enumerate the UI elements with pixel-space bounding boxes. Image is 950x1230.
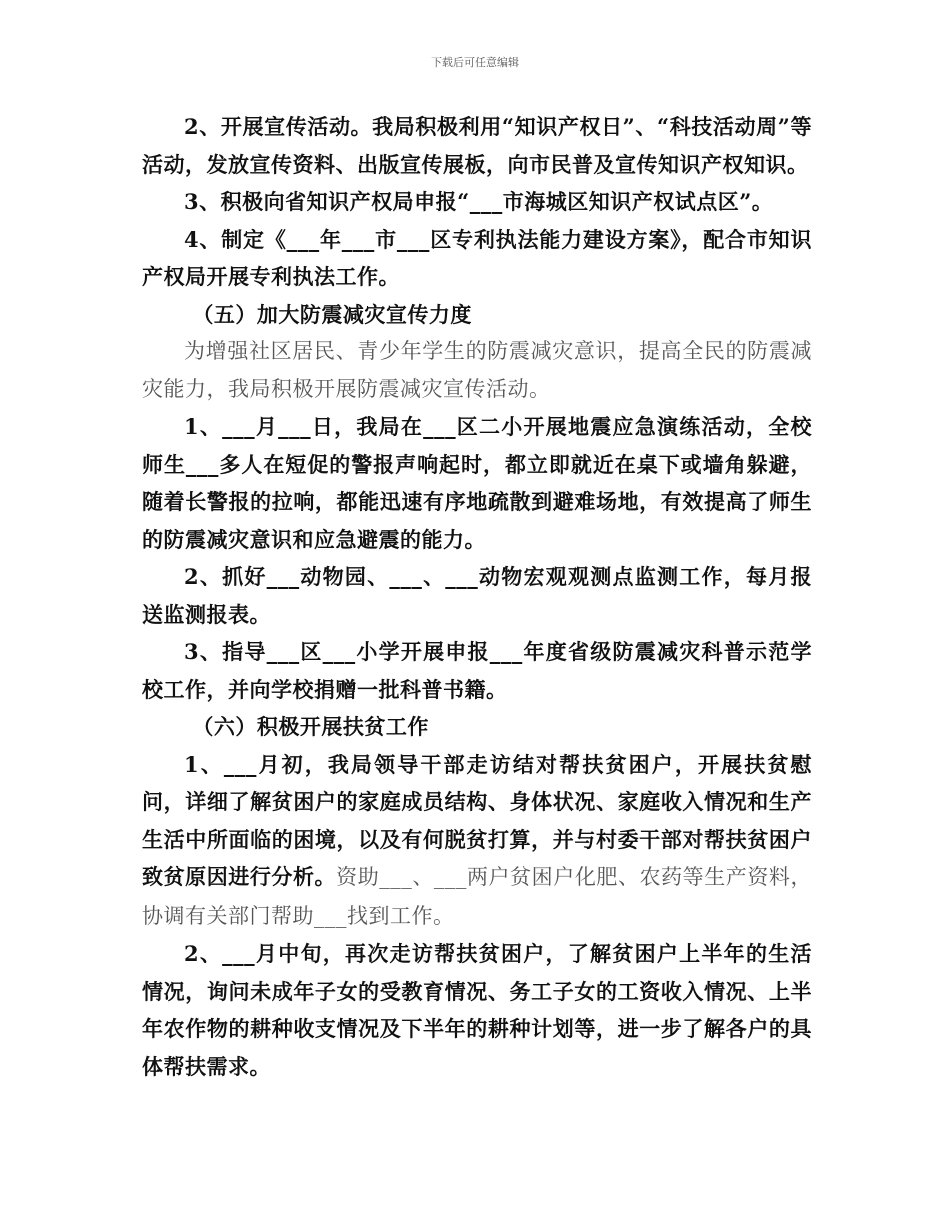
paragraph-enforcement-plan: 4、制定《___年___市___区专利执法能力建设方案》，配合市知识产权局开展专利执法工作。 xyxy=(142,226,812,289)
document-body xyxy=(142,108,812,1085)
page-header: 下载后可任意编辑 xyxy=(431,56,519,69)
paragraph-school-guidance: 3、指导___区___小学开展申报___年度省级防震减灾科普示范学校工作，并向学校捐赠一批科普书籍。 xyxy=(142,639,812,702)
paragraph-earthquake-drill: 1、___月___日，我局在___区二小开展地震应急演练活动，全校师生___多人在短促的警报声响起时，都立即就近在桌下或墙角躲避，随着长警报的拉响，都能迅速有序地疏散到避难场地，有效提高了师生的防震减灾意识和应急避震的能力。 xyxy=(142,414,812,552)
paragraph-monitoring: 2、抓好___动物园、___、___动物宏观观测点监测工作，每月报送监测报表。 xyxy=(142,564,812,627)
paragraph-poverty-visit-main: 1、___月初，我局领导干部走访结对帮扶贫困户，开展扶贫慰问，详细了解贫困户的家庭成员结构、身体状况、家庭收入情况和生产生活中所面临的困境，以及有何脱贫打算，并与村委干部对帮扶贫困户致贫原因进行分析。 xyxy=(142,751,812,889)
paragraph-earthquake-intro: 为增强社区居民、青少年学生的防震减灾意识，提高全民的防震减灾能力，我局积极开展防震减灾宣传活动。 xyxy=(142,339,812,401)
paragraph-pilot-district: 3、积极向省知识产权局申报“___市海城区知识产权试点区”。 xyxy=(184,189,774,214)
section-heading-poverty: （六）积极开展扶贫工作 xyxy=(192,714,429,739)
section-heading-earthquake: （五）加大防震减灾宣传力度 xyxy=(192,301,472,327)
paragraph-poverty-visit-tail: 资助___、___两户贫困户化肥、农药等生产资料，协调有关部门帮助___找到工作。 xyxy=(142,865,813,928)
paragraph-promotion-activities: 2、开展宣传活动。我局积极利用“知识产权日”、“科技活动周”等活动，发放宣传资料、出版宣传展板，向市民普及宣传知识产权知识。 xyxy=(142,114,812,177)
paragraph-poverty-visit xyxy=(142,746,812,936)
paragraph-second-visit: 2、___月中旬，再次走访帮扶贫困户，了解贫困户上半年的生活情况，询问未成年子女的受教育情况、务工子女的工资收入情况、上半年农作物的耕种收支情况及下半年的耕种计划等，进一步了解各户的具体帮扶需求。 xyxy=(142,941,813,1079)
